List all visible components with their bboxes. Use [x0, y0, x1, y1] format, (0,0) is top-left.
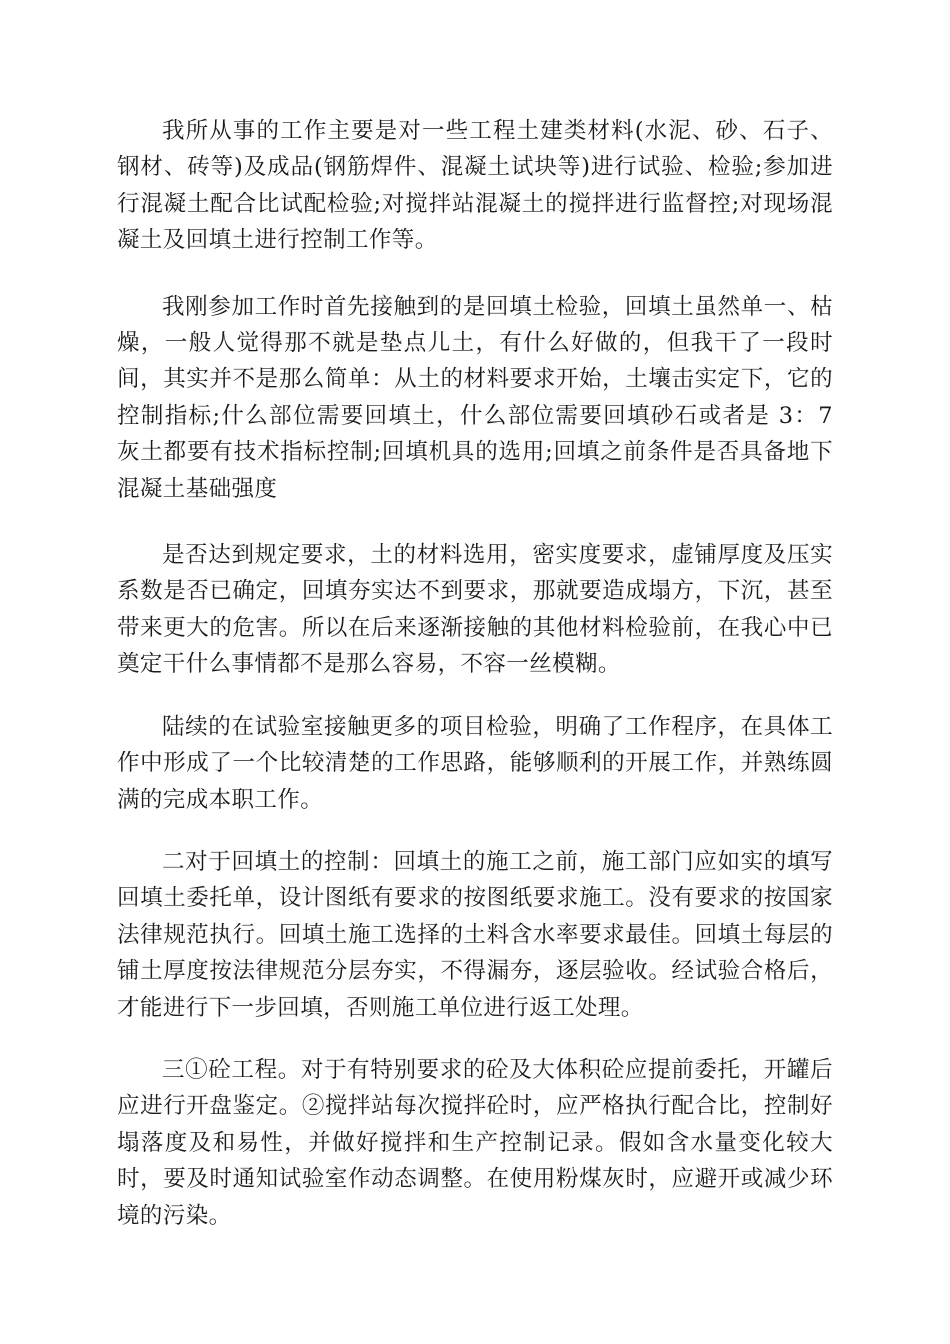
document-body	[117, 113, 833, 1234]
paragraph-backfill-requirements: 是否达到规定要求，土的材料选用，密实度要求，虚铺厚度及压实系数是否已确定，回填夯实达不到要求，那就要造成塌方，下沉，甚至带来更大的危害。所以在后来逐渐接触的其他材料检验前，在我心中已奠定干什么事情都不是那么容易，不容一丝模糊。	[117, 542, 833, 678]
paragraph-backfill-inspection: 我刚参加工作时首先接触到的是回填土检验，回填土虽然单一、枯燥，一般人觉得那不就是垫点儿土，有什么好做的，但我干了一段时间，其实并不是那么简单：从土的材料要求开始，土壤击实定下，它的控制指标;什么部位需要回填土，什么部位需要回填砂石或者是 3：7 灰土都要有技术指标控制;回填机具的选用;回填之前条件是否具备地下混凝土基础强度	[117, 293, 833, 502]
paragraph-lab-experience: 陆续的在试验室接触更多的项目检验，明确了工作程序，在具体工作中形成了一个比较清楚的工作思路，能够顺利的开展工作，并熟练圆满的完成本职工作。	[117, 713, 833, 813]
paragraph-concrete-works: 三①砼工程。对于有特别要求的砼及大体积砼应提前委托，开罐后应进行开盘鉴定。②搅拌站每次搅拌砼时，应严格执行配合比，控制好塌落度及和易性，并做好搅拌和生产控制记录。假如含水量变化较大时，要及时通知试验室作动态调整。在使用粉煤灰时，应避开或减少环境的污染。	[117, 1056, 833, 1229]
paragraph-work-scope: 我所从事的工作主要是对一些工程土建类材料(水泥、砂、石子、钢材、砖等)及成品(钢筋焊件、混凝土试块等)进行试验、检验;参加进行混凝土配合比试配检验;对搅拌站混凝土的搅拌进行监督控;对现场混凝土及回填土进行控制工作等。	[117, 118, 833, 254]
paragraph-backfill-control: 二对于回填土的控制：回填土的施工之前，施工部门应如实的填写回填土委托单，设计图纸有要求的按图纸要求施工。没有要求的按国家法律规范执行。回填土施工选择的土料含水率要求最佳。回填土每层的铺土厚度按法律规范分层夯实，不得漏夯，逐层验收。经试验合格后，才能进行下一步回填，否则施工单位进行返工处理。	[117, 848, 833, 1021]
